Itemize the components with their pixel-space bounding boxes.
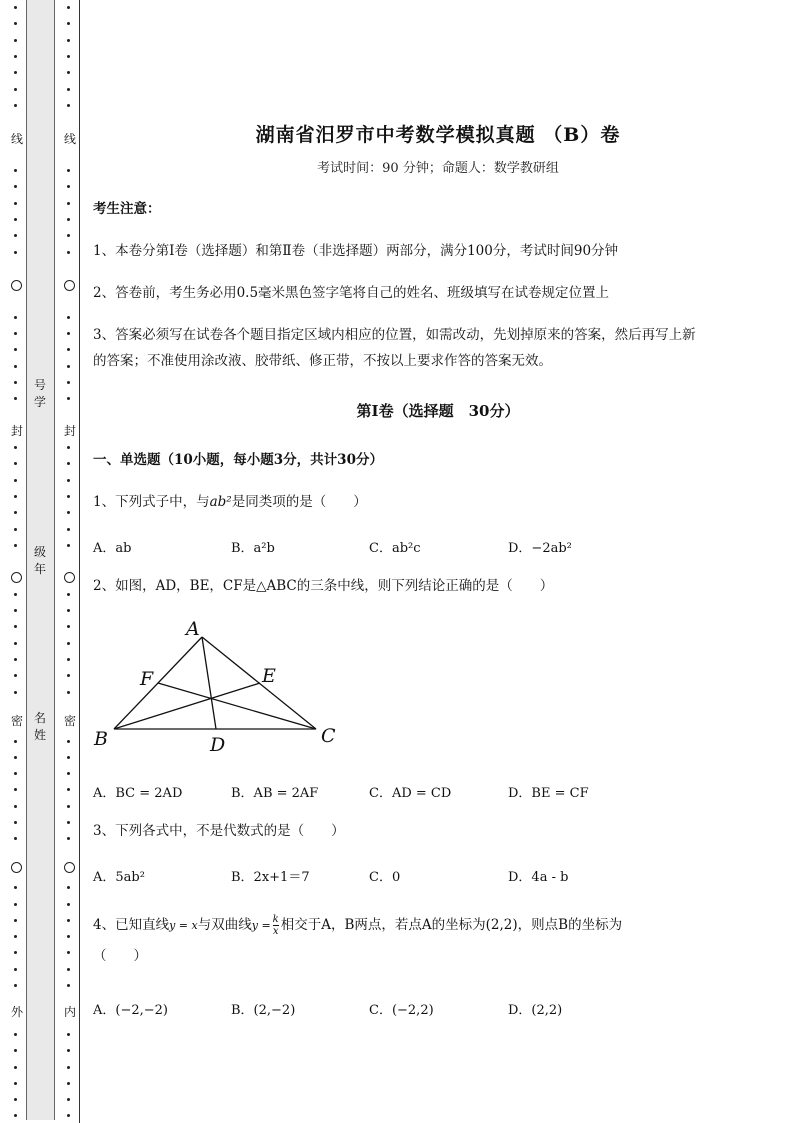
inner-circle-mark xyxy=(64,862,75,873)
inner-dot xyxy=(67,788,70,791)
inner-dot xyxy=(67,202,70,205)
inner-dot xyxy=(67,740,70,743)
outer-cut-label: 线 xyxy=(10,132,23,146)
inner-dot xyxy=(67,316,70,319)
inner-dot xyxy=(67,951,70,954)
outer-dot xyxy=(14,528,17,531)
inner-dot xyxy=(67,495,70,498)
q4-stem-mid: 与双曲线 xyxy=(197,917,252,933)
outer-dot xyxy=(14,511,17,514)
outer-dot xyxy=(14,88,17,91)
inner-dot xyxy=(67,218,70,221)
triangle-figure xyxy=(90,615,360,755)
outer-dot xyxy=(14,316,17,319)
q4-option-a: A．(−2,−2) xyxy=(93,1003,168,1018)
outer-circle-mark xyxy=(11,862,22,873)
outer-dot xyxy=(14,479,17,482)
outer-circle-mark xyxy=(11,572,22,583)
q4-hyperbola-fraction xyxy=(273,914,279,937)
outer-dot xyxy=(14,39,17,42)
inner-dot xyxy=(67,756,70,759)
q3-option-a: A．5ab² xyxy=(93,870,145,885)
outer-dot xyxy=(14,234,17,237)
outer-cut-label: 封 xyxy=(10,424,23,438)
inner-dot xyxy=(67,528,70,531)
outer-dot xyxy=(14,332,17,335)
inner-dot xyxy=(67,821,70,824)
margin-border-line xyxy=(79,0,80,1123)
inner-circle-mark xyxy=(64,572,75,583)
q4-option-d: D．(2,2) xyxy=(508,1003,563,1018)
outer-dot xyxy=(14,919,17,922)
outer-cut-label: 外 xyxy=(10,1005,23,1019)
outer-dot xyxy=(14,903,17,906)
inner-dot xyxy=(67,968,70,971)
q2-option-b: B．AB = 2AF xyxy=(231,786,319,801)
outer-dot xyxy=(14,1082,17,1085)
inner-dot xyxy=(67,642,70,645)
outer-dot xyxy=(14,381,17,384)
inner-dot xyxy=(67,6,70,9)
outer-dot xyxy=(14,251,17,254)
label-f: F xyxy=(140,668,154,690)
outer-dot xyxy=(14,365,17,368)
inner-dot xyxy=(67,674,70,677)
outer-dot xyxy=(14,658,17,661)
inner-cut-label: 内 xyxy=(63,1005,76,1019)
inner-dot xyxy=(67,251,70,254)
label-b: B xyxy=(94,728,108,750)
outer-dot xyxy=(14,1114,17,1117)
outer-dot xyxy=(14,935,17,938)
inner-dot xyxy=(67,479,70,482)
note-item-2: 2、答卷前，考生务必用0.5毫米黑色签字笔将自己的姓名、班级填写在试卷规定位置上 xyxy=(93,285,610,301)
outer-dot xyxy=(14,642,17,645)
inner-dot xyxy=(67,1114,70,1117)
outer-dot xyxy=(14,821,17,824)
outer-dot xyxy=(14,772,17,775)
q4-fraction-numerator: k xyxy=(272,914,279,925)
inner-dot xyxy=(67,691,70,694)
inner-dot xyxy=(67,348,70,351)
outer-dot xyxy=(14,22,17,25)
inner-dot xyxy=(67,609,70,612)
q1-stem-math: ab² xyxy=(209,494,232,510)
inner-dot xyxy=(67,55,70,58)
note-item-3-cont: 的答案；不准使用涂改液、胶带纸、修正带，不按以上要求作答的答案无效。 xyxy=(93,353,552,369)
inner-dot xyxy=(67,88,70,91)
exam-subtitle: 考试时间：90 分钟；命题人：数学教研组 xyxy=(317,161,559,176)
outer-dot xyxy=(14,397,17,400)
inner-dot xyxy=(67,658,70,661)
q1-option-d: D．−2ab² xyxy=(508,541,572,556)
inner-cut-label: 线 xyxy=(63,132,76,146)
question-3-stem: 3、下列各式中，不是代数式的是（ ） xyxy=(93,823,345,839)
outer-dot xyxy=(14,55,17,58)
inner-dot xyxy=(67,886,70,889)
inner-dot xyxy=(67,71,70,74)
outer-dotted-line xyxy=(10,0,22,1123)
q1-option-b: B．a²b xyxy=(231,541,275,556)
q3-option-c: C．0 xyxy=(369,870,401,885)
inner-dot xyxy=(67,169,70,172)
outer-dot xyxy=(14,740,17,743)
outer-dot xyxy=(14,348,17,351)
outer-dot xyxy=(14,104,17,107)
label-d: D xyxy=(210,734,226,755)
outer-dot xyxy=(14,968,17,971)
q4-fraction-denominator: x xyxy=(272,926,279,937)
q1-stem-post: 是同类项的是（ ） xyxy=(231,494,367,510)
outer-dot xyxy=(14,185,17,188)
outer-dot xyxy=(14,984,17,987)
median-ad xyxy=(202,637,216,729)
outer-cut-label: 密 xyxy=(10,714,23,728)
gutter-label-grade: 级年 xyxy=(33,545,46,576)
inner-dot xyxy=(67,332,70,335)
inner-dot xyxy=(67,185,70,188)
note-item-1: 1、本卷分第Ⅰ卷（选择题）和第Ⅱ卷（非选择题）两部分，满分100分，考试时间90分钟 xyxy=(93,243,619,259)
notes-heading: 考生注意： xyxy=(93,201,161,217)
note-item-3: 3、答案必须写在试卷各个题目指定区域内相应的位置，如需改动，先划掉原来的答案，然后再写上新 xyxy=(93,327,696,343)
q4-stem-pre: 4、已知直线 xyxy=(93,917,170,933)
inner-dotted-line xyxy=(63,0,75,1123)
q1-stem-pre: 1、下列式子中，与 xyxy=(93,494,210,510)
inner-dot xyxy=(67,1098,70,1101)
inner-dot xyxy=(67,234,70,237)
outer-dot xyxy=(14,805,17,808)
inner-dot xyxy=(67,593,70,596)
question-2-stem: 2、如图，AD，BE，CF是△ABC的三条中线，则下列结论正确的是（ ） xyxy=(93,578,554,594)
q2-option-a: A．BC = 2AD xyxy=(93,786,183,801)
outer-dot xyxy=(14,886,17,889)
inner-dot xyxy=(67,511,70,514)
inner-dot xyxy=(67,625,70,628)
outer-dot xyxy=(14,446,17,449)
inner-dot xyxy=(67,365,70,368)
inner-dot xyxy=(67,39,70,42)
inner-dot xyxy=(67,446,70,449)
inner-dot xyxy=(67,1033,70,1036)
outer-dot xyxy=(14,202,17,205)
q4-option-b: B．(2,−2) xyxy=(231,1003,296,1018)
q4-line-expr: y = x xyxy=(169,919,198,932)
inner-cut-label: 封 xyxy=(63,424,76,438)
outer-dot xyxy=(14,609,17,612)
outer-dot xyxy=(14,691,17,694)
q4-hyperbola-y: y = xyxy=(251,919,271,932)
outer-dot xyxy=(14,1033,17,1036)
question-1-stem xyxy=(93,492,367,512)
outer-dot xyxy=(14,6,17,9)
outer-dot xyxy=(14,1098,17,1101)
question-4-stem-cont: （ ） xyxy=(93,948,147,964)
inner-dot xyxy=(67,837,70,840)
inner-dot xyxy=(67,397,70,400)
inner-cut-label: 密 xyxy=(63,714,76,728)
q1-option-c: C．ab²c xyxy=(369,541,421,556)
label-c: C xyxy=(321,725,336,747)
inner-dot xyxy=(67,1066,70,1069)
outer-dot xyxy=(14,625,17,628)
q3-option-d: D．4a - b xyxy=(508,870,569,885)
inner-dot xyxy=(67,772,70,775)
q1-option-a: A．ab xyxy=(93,541,132,556)
outer-dot xyxy=(14,218,17,221)
outer-dot xyxy=(14,71,17,74)
outer-dot xyxy=(14,462,17,465)
inner-circle-mark xyxy=(64,280,75,291)
inner-dot xyxy=(67,984,70,987)
part1-title: 第Ⅰ卷（选择题 30分） xyxy=(356,402,520,420)
inner-dot xyxy=(67,805,70,808)
inner-dot xyxy=(67,903,70,906)
q3-option-b: B．2x+1＝7 xyxy=(231,870,310,885)
outer-dot xyxy=(14,756,17,759)
inner-dot xyxy=(67,462,70,465)
outer-dot xyxy=(14,1049,17,1052)
inner-dot xyxy=(67,919,70,922)
inner-dot xyxy=(67,935,70,938)
inner-dot xyxy=(67,1082,70,1085)
inner-dot xyxy=(67,544,70,547)
inner-dot xyxy=(67,1049,70,1052)
binding-margin xyxy=(0,0,82,1123)
question-4-stem xyxy=(93,914,622,937)
outer-circle-mark xyxy=(11,280,22,291)
q2-option-d: D．BE = CF xyxy=(508,786,589,801)
exam-title: 湖南省汨罗市中考数学模拟真题 （B）卷 xyxy=(255,124,621,146)
outer-dot xyxy=(14,1066,17,1069)
outer-dot xyxy=(14,544,17,547)
label-e: E xyxy=(262,665,276,687)
label-a: A xyxy=(186,618,200,640)
inner-dot xyxy=(67,381,70,384)
gutter-label-number: 号学 xyxy=(33,378,46,409)
q2-option-c: C．AD = CD xyxy=(369,786,452,801)
outer-dot xyxy=(14,169,17,172)
q4-option-c: C．(−2,2) xyxy=(369,1003,434,1018)
outer-dot xyxy=(14,674,17,677)
outer-dot xyxy=(14,837,17,840)
section-heading: 一、单选题（10小题，每小题3分，共计30分） xyxy=(93,452,383,468)
outer-dot xyxy=(14,788,17,791)
outer-dot xyxy=(14,951,17,954)
outer-dot xyxy=(14,495,17,498)
outer-dot xyxy=(14,593,17,596)
inner-dot xyxy=(67,22,70,25)
gutter-label-name: 名姓 xyxy=(33,711,46,742)
q4-stem-post: 相交于A，B两点，若点A的坐标为(2,2)，则点B的坐标为 xyxy=(280,917,623,933)
inner-dot xyxy=(67,104,70,107)
